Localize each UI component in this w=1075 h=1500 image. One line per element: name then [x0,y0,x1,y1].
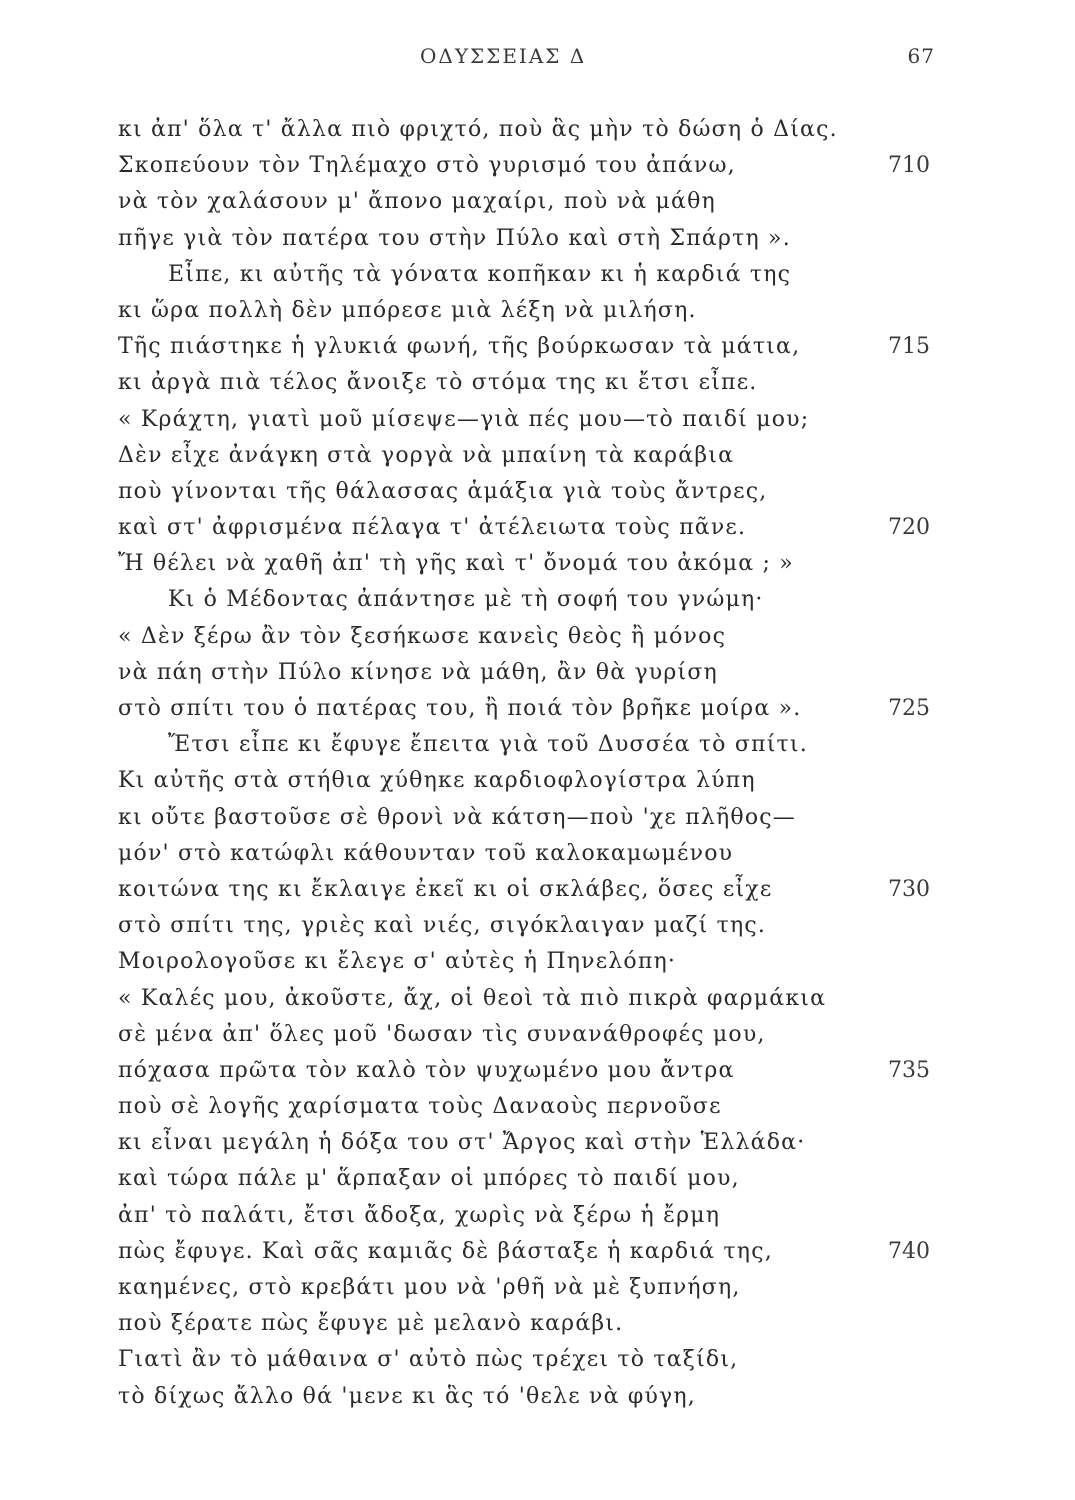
verse-text: καὶ τώρα πάλε μ' ἅρπαξαν οἱ μπόρες τὸ παιδί μου, [118,1166,740,1192]
verse-text: Εἶπε, κι αὐτῆς τὰ γόνατα κοπῆκαν κι ἡ καρδιά της [168,261,792,287]
verse-line [118,148,948,184]
verse-line [118,800,948,836]
verse-line [118,1234,948,1270]
verse-text: στὸ σπίτι του ὁ πατέρας του, ἢ ποιά τὸν βρῆκε μοίρα ». [118,696,802,721]
verse-number: 720 [888,515,930,541]
verse-line [118,1089,948,1125]
verse-line [118,908,948,944]
verse-number: 740 [888,1238,930,1264]
verse-line [118,691,948,727]
verse-text: μόν' στὸ κατώφλι κάθουνταν τοῦ καλοκαμωμένου [118,840,734,866]
verse-line [118,763,948,799]
verse-line [118,329,948,365]
verse-text: Γιατὶ ἂν τὸ μάθαινα σ' αὐτὸ πὼς τρέχει τὸ ταξίδι, [118,1347,739,1373]
verse-text: Σκοπεύουν τὸν Τηλέμαχο στὸ γυρισμό του ἀπάνω, [118,153,736,179]
verse-number: 715 [888,334,930,360]
running-head [0,44,1075,78]
verse-line [118,365,948,401]
verse-text: ἀπ' τὸ παλάτι, ἔτσι ἄδοξα, χωρὶς νὰ ξέρω ἡ ἔρμη [118,1202,721,1228]
verse-text: πόχασα πρῶτα τὸν καλὸ τὸν ψυχωμένο μου ἄντρα [118,1057,735,1083]
verse-text: ποὺ γίνονται τῆς θάλασσας ἁμάξια γιὰ τοὺς ἄντρες, [118,478,768,504]
verse-text: νὰ τὸν χαλάσουν μ' ἄπονο μαχαίρι, ποὺ νὰ μάθη [118,189,716,215]
verse-block [118,112,948,1415]
verse-line [118,257,948,293]
verse-line [118,981,948,1017]
verse-line [118,836,948,872]
verse-line [118,1053,948,1089]
verse-text: κι εἶναι μεγάλη ἡ δόξα του στ' Ἄργος καὶ στὴν Ἑλλάδα· [118,1130,806,1156]
verse-line [118,582,948,618]
verse-line [118,402,948,438]
verse-text: κι οὔτε βαστοῦσε σὲ θρονὶ νὰ κάτση—ποὺ 'χε πλῆθος— [118,804,797,830]
verse-line [118,1379,948,1415]
verse-line [118,1125,948,1161]
verse-text: ποὺ ξέρατε πὼς ἔφυγε μὲ μελανὸ καράβι. [118,1311,624,1337]
verse-line [118,1017,948,1053]
verse-text: « Κράχτη, γιατὶ μοῦ μίσεψε—γιὰ πές μου—τὸ παιδί μου; [118,406,810,432]
verse-line [118,510,948,546]
verse-line [118,1198,948,1234]
verse-text: σὲ μένα ἀπ' ὅλες μοῦ 'δωσαν τὶς συνανάθροφές μου, [118,1021,766,1047]
verse-number: 725 [888,696,930,721]
verse-number: 710 [888,153,930,179]
verse-text: πῆγε γιὰ τὸν πατέρα του στὴν Πύλο καὶ στὴ Σπάρτη ». [118,225,791,251]
verse-text: Μοιρολογοῦσε κι ἔλεγε σ' αὐτὲς ἡ Πηνελόπη· [118,949,677,975]
verse-text: πὼς ἔφυγε. Καὶ σᾶς καμιᾶς δὲ βάσταξε ἡ καρδιά της, [118,1238,773,1264]
verse-text: κι ἀργὰ πιὰ τέλος ἄνοιξε τὸ στόμα της κι ἔτσι εἶπε. [118,370,758,396]
verse-line [118,1270,948,1306]
verse-line [118,872,948,908]
verse-text: « Καλές μου, ἀκοῦστε, ἄχ, οἱ θεοὶ τὰ πιὸ πικρὰ φαρμάκια [118,985,827,1011]
running-title: ΟΔΥΣΣΕΙΑΣ Δ [420,44,587,68]
verse-line [118,1161,948,1197]
verse-line [118,1342,948,1378]
verse-line [118,727,948,763]
verse-line [118,546,948,582]
verse-line [118,184,948,220]
verse-number: 730 [888,876,930,902]
verse-text: Τῆς πιάστηκε ἡ γλυκιά φωνή, τῆς βούρκωσαν τὰ μάτια, [118,334,801,360]
verse-text: κι ἀπ' ὅλα τ' ἄλλα πιὸ φριχτό, ποὺ ἃς μὴν τὸ δώση ὁ Δίας. [118,117,838,142]
verse-line [118,112,948,148]
verse-text: Κι ὁ Μέδοντας ἀπάντησε μὲ τὴ σοφή του γνώμη· [168,587,764,613]
verse-line [118,619,948,655]
verse-text: καὶ στ' ἀφρισμένα πέλαγα τ' ἀτέλειωτα τοὺς πᾶνε. [118,515,747,541]
verse-number: 735 [888,1057,930,1083]
verse-text: Ἤ θέλει νὰ χαθῆ ἀπ' τὴ γῆς καὶ τ' ὄνομά του ἀκόμα ; » [118,551,794,577]
verse-text: Κι αὐτῆς στὰ στήθια χύθηκε καρδιοφλογίστρα λύπη [118,768,756,794]
verse-text: κι ὥρα πολλὴ δὲν μπόρεσε μιὰ λέξη νὰ μιλήση. [118,297,697,323]
verse-text: « Δὲν ξέρω ἂν τὸν ξεσήκωσε κανεὶς θεὸς ἢ μόνος [118,623,727,649]
verse-text: νὰ πάη στὴν Πύλο κίνησε νὰ μάθη, ἂν θὰ γυρίση [118,659,718,685]
verse-text: ποὺ σὲ λογῆς χαρίσματα τοὺς Δαναοὺς περνοῦσε [118,1094,722,1120]
verse-line [118,944,948,980]
page-number: 67 [907,44,935,68]
verse-line [118,221,948,257]
verse-text: τὸ δίχως ἄλλο θά 'μενε κι ἃς τό 'θελε νὰ φύγη, [118,1383,696,1409]
verse-line [118,474,948,510]
verse-text: Ἔτσι εἶπε κι ἔφυγε ἔπειτα γιὰ τοῦ Δυσσέα τὸ σπίτι. [168,732,808,758]
verse-text: Δὲν εἶχε ἀνάγκη στὰ γοργὰ νὰ μπαίνη τὰ καράβια [118,442,735,468]
verse-text: καημένες, στὸ κρεβάτι μου νὰ 'ρθῆ νὰ μὲ ξυπνήση, [118,1275,741,1300]
verse-text: κοιτώνα της κι ἔκλαιγε ἐκεῖ κι οἱ σκλάβες, ὅσες εἶχε [118,876,773,902]
verse-line [118,1306,948,1342]
verse-text: στὸ σπίτι της, γριὲς καὶ νιές, σιγόκλαιγαν μαζί της. [118,913,767,939]
verse-line [118,438,948,474]
verse-line [118,293,948,329]
verse-line [118,655,948,691]
